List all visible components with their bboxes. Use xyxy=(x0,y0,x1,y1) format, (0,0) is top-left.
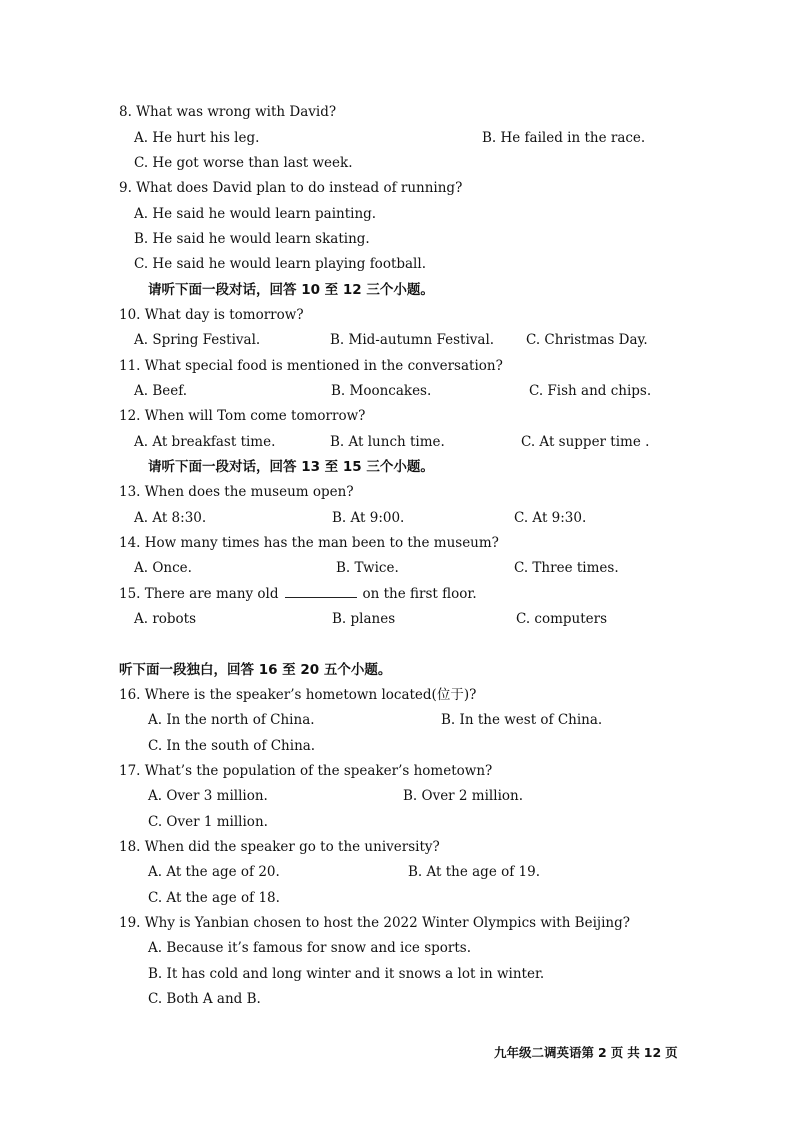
question-16-option-c: C. In the south of China. xyxy=(148,738,316,754)
question-8-stem: 8. What was wrong with David? xyxy=(119,104,337,120)
question-12-option-a: A. At breakfast time. xyxy=(134,434,276,450)
question-8-option-b: B. He failed in the race. xyxy=(482,130,646,146)
question-13-option-a: A. At 8:30. xyxy=(134,510,207,526)
question-10-option-b: B. Mid-autumn Festival. xyxy=(330,332,495,348)
question-14-option-a: A. Once. xyxy=(134,560,192,576)
page-footer xyxy=(494,1043,682,1061)
question-9-option-a: A. He said he would learn painting. xyxy=(134,206,377,222)
footer-suffix: 页 xyxy=(665,1045,678,1060)
question-10-option-a: A. Spring Festival. xyxy=(134,332,261,348)
question-14-stem: 14. How many times has the man been to the museum? xyxy=(119,535,499,551)
footer-page-word: 页 xyxy=(610,1045,624,1060)
question-13-option-b: B. At 9:00. xyxy=(332,510,405,526)
question-12-option-b: B. At lunch time. xyxy=(330,434,445,450)
question-11-option-b: B. Mooncakes. xyxy=(331,383,432,399)
question-9-stem: 9. What does David plan to do instead of running? xyxy=(119,180,463,196)
question-19-option-c: C. Both A and B. xyxy=(148,991,261,1007)
section-instruction-16-20: 听下面一段独白，回答 16 至 20 五个小题。 xyxy=(119,662,392,678)
question-15-stem-end: on the first floor. xyxy=(362,586,477,602)
footer-total-pages: 12 xyxy=(643,1045,662,1060)
question-19-stem: 19. Why is Yanbian chosen to host the 2022 Winter Olympics with Beijing? xyxy=(119,915,630,931)
question-16-stem: 16. Where is the speaker’s hometown located(位于)? xyxy=(119,687,477,703)
question-12-option-c: C. At supper time . xyxy=(521,434,650,450)
question-16-option-b: B. In the west of China. xyxy=(441,712,603,728)
footer-page-number: 2 xyxy=(598,1045,607,1060)
question-16-option-a: A. In the north of China. xyxy=(148,712,315,728)
question-17-option-c: C. Over 1 million. xyxy=(148,814,268,830)
footer-total-word: 共 xyxy=(627,1045,640,1060)
question-17-option-b: B. Over 2 million. xyxy=(403,788,523,804)
question-8-option-a: A. He hurt his leg. xyxy=(134,130,260,146)
question-17-stem: 17. What’s the population of the speaker’s hometown? xyxy=(119,763,493,779)
question-9-option-b: B. He said he would learn skating. xyxy=(134,231,370,247)
question-13-stem: 13. When does the museum open? xyxy=(119,484,354,500)
question-9-option-c: C. He said he would learn playing football. xyxy=(134,256,426,272)
question-11-stem: 11. What special food is mentioned in the conversation? xyxy=(119,358,503,374)
footer-prefix: 九年级二调英语第 xyxy=(494,1045,595,1060)
question-19-option-b: B. It has cold and long winter and it snows a lot in winter. xyxy=(148,966,545,982)
question-11-option-c: C. Fish and chips. xyxy=(529,383,652,399)
question-11-option-a: A. Beef. xyxy=(134,383,188,399)
question-19-option-a: A. Because it’s famous for snow and ice sports. xyxy=(148,940,471,956)
question-18-stem: 18. When did the speaker go to the university? xyxy=(119,839,440,855)
question-10-option-c: C. Christmas Day. xyxy=(526,332,648,348)
question-14-option-b: B. Twice. xyxy=(336,560,399,576)
section-instruction-10-12: 请听下面一段对话，回答 10 至 12 三个小题。 xyxy=(148,282,434,298)
question-15-stem xyxy=(119,585,477,603)
answer-blank xyxy=(285,585,357,598)
question-15-stem-start: 15. There are many old xyxy=(119,586,279,602)
question-15-option-a: A. robots xyxy=(134,611,197,627)
question-14-option-c: C. Three times. xyxy=(514,560,619,576)
section-instruction-13-15: 请听下面一段对话，回答 13 至 15 三个小题。 xyxy=(148,459,434,475)
question-18-option-b: B. At the age of 19. xyxy=(408,864,540,880)
question-18-option-c: C. At the age of 18. xyxy=(148,890,280,906)
question-15-option-b: B. planes xyxy=(332,611,396,627)
question-17-option-a: A. Over 3 million. xyxy=(148,788,268,804)
question-13-option-c: C. At 9:30. xyxy=(514,510,587,526)
question-18-option-a: A. At the age of 20. xyxy=(148,864,280,880)
question-10-stem: 10. What day is tomorrow? xyxy=(119,307,304,323)
question-8-option-c: C. He got worse than last week. xyxy=(134,155,353,171)
question-15-option-c: C. computers xyxy=(516,611,608,627)
question-12-stem: 12. When will Tom come tomorrow? xyxy=(119,408,366,424)
